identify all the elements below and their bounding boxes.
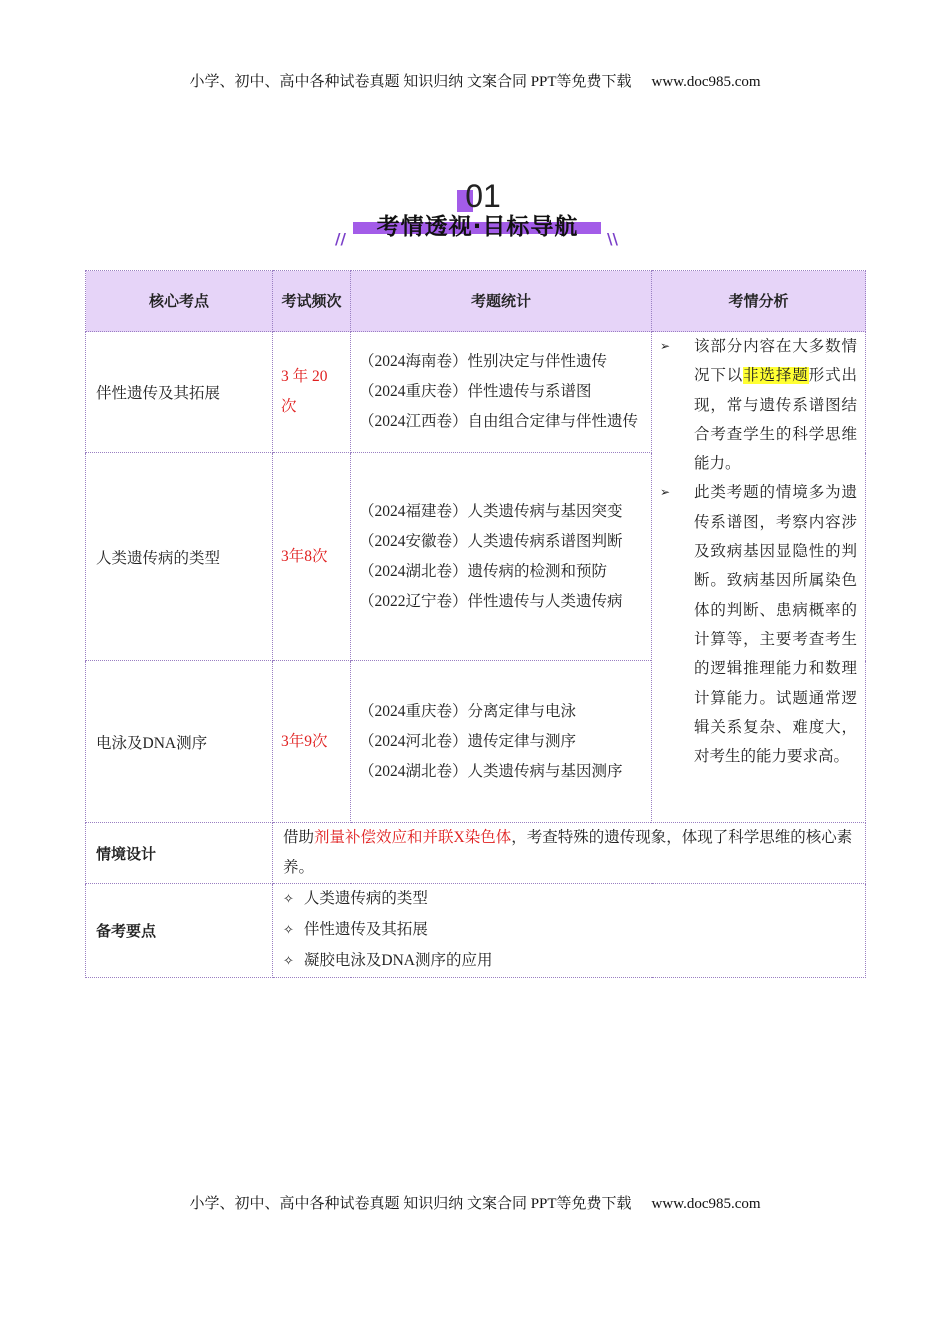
header-core-topic: 核心考点 (86, 271, 273, 332)
page-header (0, 70, 950, 91)
analysis-text: 形式出现，常与遗传系谱图结合考查学生的科学思维能力。 (694, 367, 857, 473)
list-item (283, 946, 855, 977)
stat-item: （2024安徽卷）人类遗传病系谱图判断 (359, 532, 623, 550)
frequency-cell: 3年8次 (273, 453, 351, 661)
analysis-text: 该部分内容在大多数情况下以 (694, 338, 857, 385)
list-item (283, 884, 855, 915)
context-highlight: 剂量补偿效应和并联X染色体 (314, 829, 512, 846)
analysis-cell (652, 332, 866, 823)
prep-row (86, 884, 866, 978)
header-site[interactable]: www.doc985.com (651, 74, 761, 90)
context-row (86, 823, 866, 884)
stat-item: （2024重庆卷）分离定律与电泳 (359, 702, 577, 720)
list-item (283, 915, 855, 946)
topic-cell: 伴性遗传及其拓展 (86, 332, 273, 453)
analysis-point (660, 332, 857, 478)
section-number: 01 (465, 178, 501, 214)
stat-item: （2024湖北卷）人类遗传病与基因测序 (359, 762, 623, 780)
stat-item: （2024河北卷）遗传定律与测序 (359, 732, 577, 750)
context-text: ，考查特殊的遗传现象，体现了科学思维的核心素养。 (283, 829, 853, 876)
highlighted-term: 非选择题 (743, 367, 809, 385)
table-row (86, 332, 866, 453)
header-text: 小学、初中、高中各种试卷真题 知识归纳 文案合同 PPT等免费下载 (189, 74, 632, 90)
left-slash-deco: // (335, 230, 346, 248)
topic-cell: 电泳及DNA测序 (86, 661, 273, 823)
stat-item: （2024福建卷）人类遗传病与基因突变 (359, 502, 623, 520)
section-badge (335, 178, 620, 256)
footer-site[interactable]: www.doc985.com (651, 1196, 761, 1212)
table-header-row (86, 271, 866, 332)
stat-item: （2024江西卷）自由组合定律与伴性遗传 (359, 413, 639, 430)
prep-cell (273, 884, 866, 978)
prep-item-text: 凝胶电泳及DNA测序的应用 (303, 952, 493, 969)
analysis-text: 此类考题的情境多为遗传系谱图，考察内容涉及致病基因显隐性的判断。致病基因所属染色体的判断、患病概率的计算等，主要考查考生的逻辑推理能力和数理计算能力。试题通常逻辑关系复杂、难度大，对考生的能力要求高。 (694, 484, 857, 766)
arrow-bullet-icon: ➢ (660, 339, 671, 353)
stats-cell (351, 332, 652, 453)
stat-item: （2024重庆卷）伴性遗传与系谱图 (359, 383, 592, 400)
frequency-cell: 3年9次 (273, 661, 351, 823)
context-text: 借助 (283, 829, 315, 846)
diamond-bullet-icon: ✧ (283, 954, 294, 969)
analysis-point (660, 478, 857, 771)
right-slash-deco: \\ (607, 230, 618, 248)
stat-item: （2024海南卷）性别决定与伴性遗传 (359, 353, 608, 370)
footer-text: 小学、初中、高中各种试卷真题 知识归纳 文案合同 PPT等免费下载 (189, 1196, 632, 1212)
arrow-bullet-icon: ➢ (660, 485, 671, 500)
header-stats: 考题统计 (351, 271, 652, 332)
context-cell (273, 823, 866, 884)
header-frequency: 考试频次 (273, 271, 351, 332)
header-analysis: 考情分析 (652, 271, 866, 332)
topic-cell: 人类遗传病的类型 (86, 453, 273, 661)
stats-cell (351, 661, 652, 823)
frequency-cell: 3 年 20 次 (273, 332, 351, 453)
prep-label: 备考要点 (86, 884, 273, 978)
stat-item: （2024湖北卷）遗传病的检测和预防 (359, 562, 608, 580)
page-footer (0, 1192, 950, 1213)
prep-item-text: 人类遗传病的类型 (303, 890, 428, 907)
diamond-bullet-icon: ✧ (283, 892, 294, 907)
context-label: 情境设计 (86, 823, 273, 884)
diamond-bullet-icon: ✧ (283, 923, 294, 938)
stat-item: （2022辽宁卷）伴性遗传与人类遗传病 (359, 592, 623, 610)
exam-analysis-table (85, 270, 866, 978)
stats-cell (351, 453, 652, 661)
prep-item-text: 伴性遗传及其拓展 (303, 921, 428, 938)
section-title: 考情透视·目标导航 (376, 214, 579, 240)
